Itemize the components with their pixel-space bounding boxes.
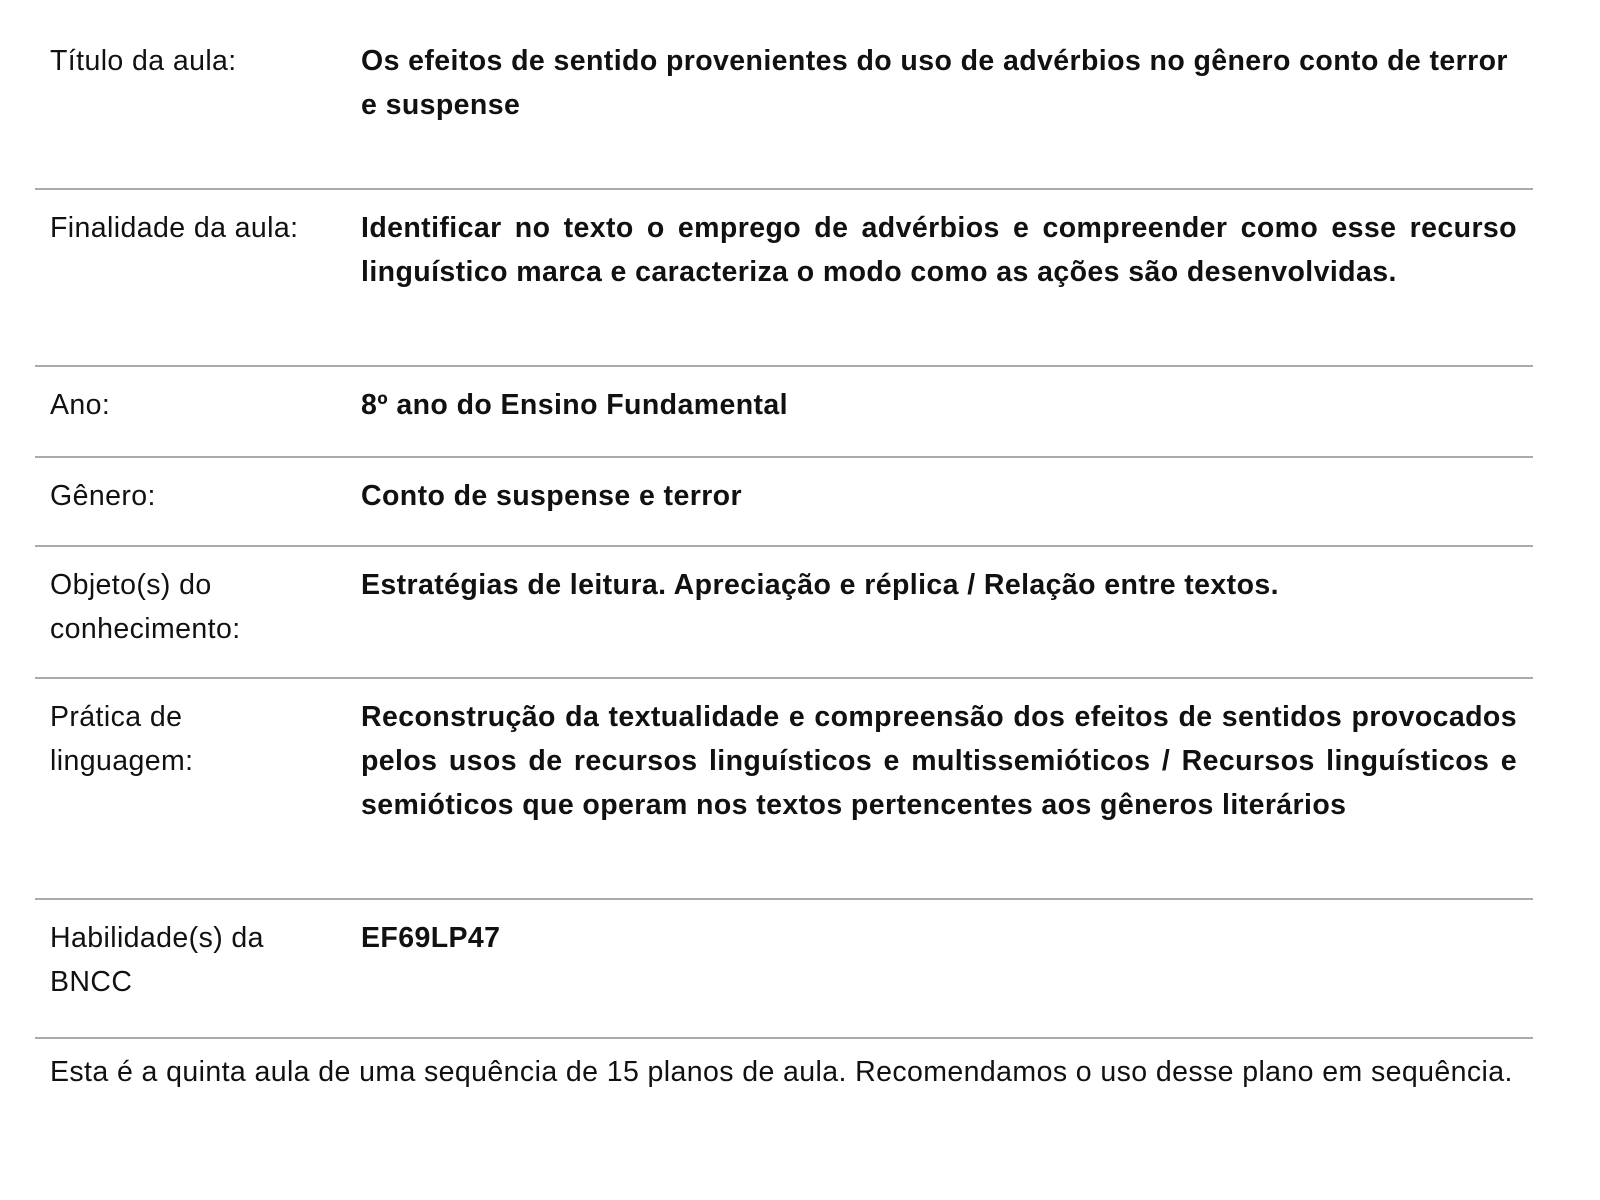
divider	[35, 1037, 1533, 1039]
row-objeto	[35, 545, 1533, 677]
row-label: Título da aula:	[50, 45, 237, 77]
row-label: Finalidade da aula:	[50, 212, 299, 244]
sequence-note: Esta é a quinta aula de uma sequência de 15 planos de aula. Recomendamos o uso desse plano em sequência.	[50, 1056, 1513, 1088]
row-ano	[35, 365, 1533, 456]
lesson-info-table	[35, 0, 1533, 1038]
row-label: Habilidade(s) da BNCC	[50, 922, 264, 998]
row-value: 8º ano do Ensino Fundamental	[361, 389, 788, 421]
row-value: Conto de suspense e terror	[361, 480, 742, 512]
row-value: Identificar no texto o emprego de advérbios e compreender como esse recurso linguístico marca e caracteriza o modo como as ações são desenvolvidas.	[361, 212, 1517, 288]
row-value: Os efeitos de sentido provenientes do uso de advérbios no gênero conto de terror e suspense	[361, 45, 1508, 121]
row-finalidade	[35, 188, 1533, 365]
row-label: Ano:	[50, 389, 111, 421]
row-titulo	[35, 0, 1533, 188]
row-habilidade	[35, 898, 1533, 1038]
row-label: Gênero:	[50, 480, 156, 512]
row-label: Prática de linguagem:	[50, 701, 194, 777]
row-value: Reconstrução da textualidade e compreensão dos efeitos de sentidos provocados pelos usos de recursos linguísticos e multissemióticos / Recursos linguísticos e semióticos que operam nos textos pertencentes aos gêneros literários	[361, 701, 1517, 821]
row-genero	[35, 456, 1533, 545]
row-value: EF69LP47	[361, 922, 501, 954]
row-value: Estratégias de leitura. Apreciação e réplica / Relação entre textos.	[361, 569, 1279, 601]
row-label: Objeto(s) do conhecimento:	[50, 569, 241, 645]
row-pratica	[35, 677, 1533, 898]
